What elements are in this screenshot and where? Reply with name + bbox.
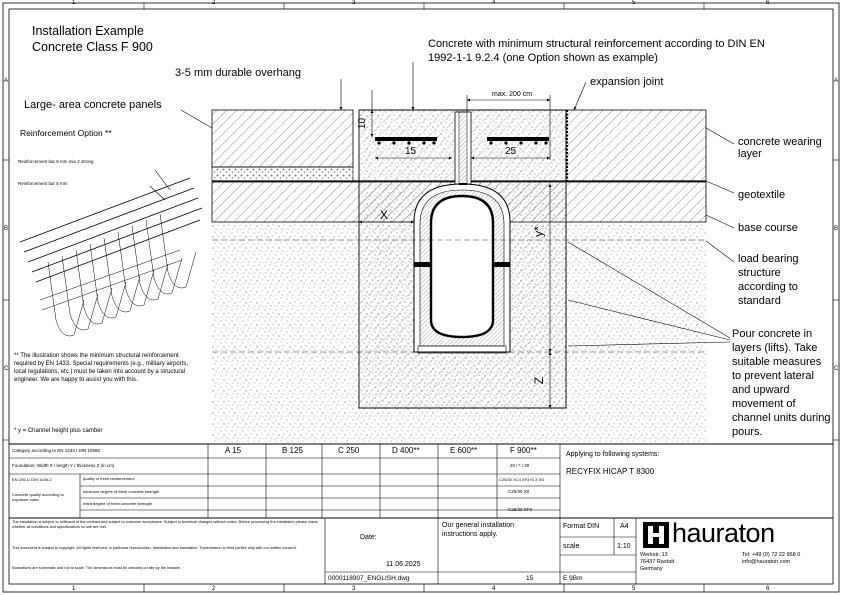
col-4-bottom: 4 bbox=[492, 586, 496, 592]
dim-z-label: Z bbox=[532, 376, 547, 385]
row-b: B bbox=[4, 226, 9, 232]
channel-flange-right bbox=[494, 262, 510, 267]
company-email: info@hauraton.com bbox=[742, 559, 791, 565]
rebar-cage-sketch bbox=[20, 178, 202, 336]
f900-add: C25/30 XF3 bbox=[508, 507, 533, 512]
illustrations-text: Illustrations are schematic and not to scale. The dimensions must be checked on site by the installer. bbox=[12, 566, 181, 570]
row-a-right: A bbox=[834, 78, 839, 84]
panels-label: Large- area concrete panels bbox=[24, 99, 162, 111]
min-req-label: minimum degree of fresh concrete strength bbox=[83, 489, 160, 494]
format-value: A4 bbox=[620, 523, 629, 530]
scale-value: 1:10 bbox=[617, 543, 631, 550]
quality-label: quality of fresh reinforcement bbox=[83, 476, 135, 481]
col-5-bottom: 5 bbox=[632, 586, 636, 592]
category-label: Category according to EN 1433 / DIN 19580 bbox=[12, 448, 101, 453]
channel-opening bbox=[431, 196, 493, 337]
reinforcement-option-label: Reinforcement Option ** bbox=[20, 128, 112, 138]
hauraton-logo-mark bbox=[643, 522, 669, 548]
concrete-min-line2: 1992-1-1 9.2.4 (one Option shown as example) bbox=[428, 52, 658, 64]
class-b125: B 125 bbox=[282, 446, 303, 455]
load-bearing-label: load bearing structure according to standard bbox=[738, 253, 799, 307]
col-6-bottom: 6 bbox=[766, 586, 770, 592]
general-line2: instructions apply. bbox=[442, 531, 498, 538]
copyright-text: This document is subject to copyright. All rights reserved, in particular reproduction, distribution and translation. Transmission to third parties only with our written consent. bbox=[12, 546, 297, 550]
date-label: Date: bbox=[360, 534, 377, 541]
concrete-quality-label: Concrete quality according to exposure class bbox=[12, 492, 64, 503]
geotextile-label: geotextile bbox=[738, 189, 786, 201]
rebar-bottom-label: Reinforcement bar 8 mm bbox=[18, 181, 68, 186]
add-label: extra degree of fresh concrete strength bbox=[83, 501, 152, 506]
max-200-label: max. 200 cm bbox=[492, 91, 533, 98]
dim-25-label: 25 bbox=[505, 146, 517, 157]
col-6: 6 bbox=[766, 0, 770, 6]
format-label: Format DIN bbox=[563, 523, 600, 530]
f900-min: C25/30 X0 bbox=[508, 489, 530, 494]
footnote-main: ** The illustration shows the minimum structural reinforcement required by EN 1433. Special requirements (e.g., military airports, local regulations, etc.) must be taken into account by a structural engineer. We are happy to assist you with this. bbox=[14, 353, 189, 384]
concrete-min-line1: Concrete with minimum structural reinforcement according to DIN EN bbox=[428, 38, 765, 50]
rebar-top-label: Reinforcement bar 8 mm min 2 strong bbox=[18, 159, 94, 164]
class-d400: D 400** bbox=[392, 446, 420, 455]
applying-label: Applying to following systems: bbox=[566, 451, 660, 458]
base-course-label: base course bbox=[738, 222, 798, 234]
row-c-right: C bbox=[834, 366, 839, 372]
dim-10-label: 10 bbox=[357, 117, 369, 130]
class-f900: F 900** bbox=[510, 446, 537, 455]
concrete-panel-right bbox=[566, 110, 706, 181]
concrete-panel-left bbox=[212, 110, 353, 167]
col-3: 3 bbox=[352, 0, 356, 6]
date-value: 11.06.2025 bbox=[386, 561, 421, 568]
col-2-bottom: 2 bbox=[212, 586, 216, 592]
scale-label: scale bbox=[563, 543, 580, 550]
col-1-bottom: 1 bbox=[72, 586, 76, 592]
col-2: 2 bbox=[212, 0, 216, 6]
row-b-right: B bbox=[834, 226, 839, 232]
revision: E 9Bm bbox=[563, 575, 583, 582]
general-line1: Our general installation bbox=[442, 522, 514, 529]
channel-flange-left bbox=[414, 262, 430, 267]
company-name: hauraton bbox=[672, 518, 775, 548]
col-1: 1 bbox=[72, 0, 76, 6]
pour-concrete-label: Pour concrete in layers (lifts). Take suitable measures to prevent lateral and upward movement of channel units during pours. bbox=[732, 328, 831, 438]
wearing-layer-label: concrete wearing layer bbox=[738, 136, 822, 161]
company-phone: Tel: +49 (0) 72 22 958 0 bbox=[742, 552, 801, 558]
foundation-label: Foundation: Width X / length Y / thickness Z (in cm) bbox=[12, 463, 115, 468]
class-e600: E 600** bbox=[450, 446, 478, 455]
company-city: 76437 Rastatt bbox=[640, 559, 675, 565]
f900-foundation: 20 / * / 20 bbox=[510, 463, 530, 468]
expansion-joint-label: expansion joint bbox=[590, 76, 664, 88]
spec-table bbox=[9, 444, 833, 584]
footnote-y: * y = Channel height plus camber bbox=[14, 428, 103, 434]
row-c: C bbox=[4, 366, 9, 372]
f900-quality: C25/30 XC4 XF3 Kl 3 VG bbox=[499, 477, 545, 482]
title-line2: Concrete Class F 900 bbox=[32, 40, 153, 54]
drawing-number: 0000118907_ENGLISH.dwg bbox=[328, 575, 410, 582]
dim-15-label: 15 bbox=[405, 146, 417, 157]
col-4: 4 bbox=[492, 0, 496, 6]
disclaimer-text: The installation is subject to fulfilment of the contract and subject to customer acceptance. Subject to technical changes without notice. Before processing the installation please check whether all conditions and specifications on site are met. bbox=[12, 520, 318, 530]
col-3-bottom: 3 bbox=[352, 586, 356, 592]
din-label: EN 206-1/ DIN 1045-2 bbox=[12, 477, 52, 482]
system-name: RECYFIX HICAP T 8300 bbox=[566, 467, 655, 476]
dim-y-label: y* bbox=[531, 226, 546, 237]
page-number: 15 bbox=[526, 575, 534, 582]
col-5: 5 bbox=[632, 0, 636, 6]
company-country: Germany bbox=[640, 566, 663, 572]
company-street: Werkstr. 13 bbox=[640, 552, 668, 558]
overhang-label: 3-5 mm durable overhang bbox=[175, 67, 301, 79]
dim-x-label: X bbox=[380, 208, 389, 222]
class-c250: C 250 bbox=[338, 446, 360, 455]
class-a15: A 15 bbox=[225, 446, 242, 455]
gravel-bedding bbox=[212, 167, 353, 181]
row-a: A bbox=[4, 78, 9, 84]
title-line1: Installation Example bbox=[32, 24, 144, 38]
